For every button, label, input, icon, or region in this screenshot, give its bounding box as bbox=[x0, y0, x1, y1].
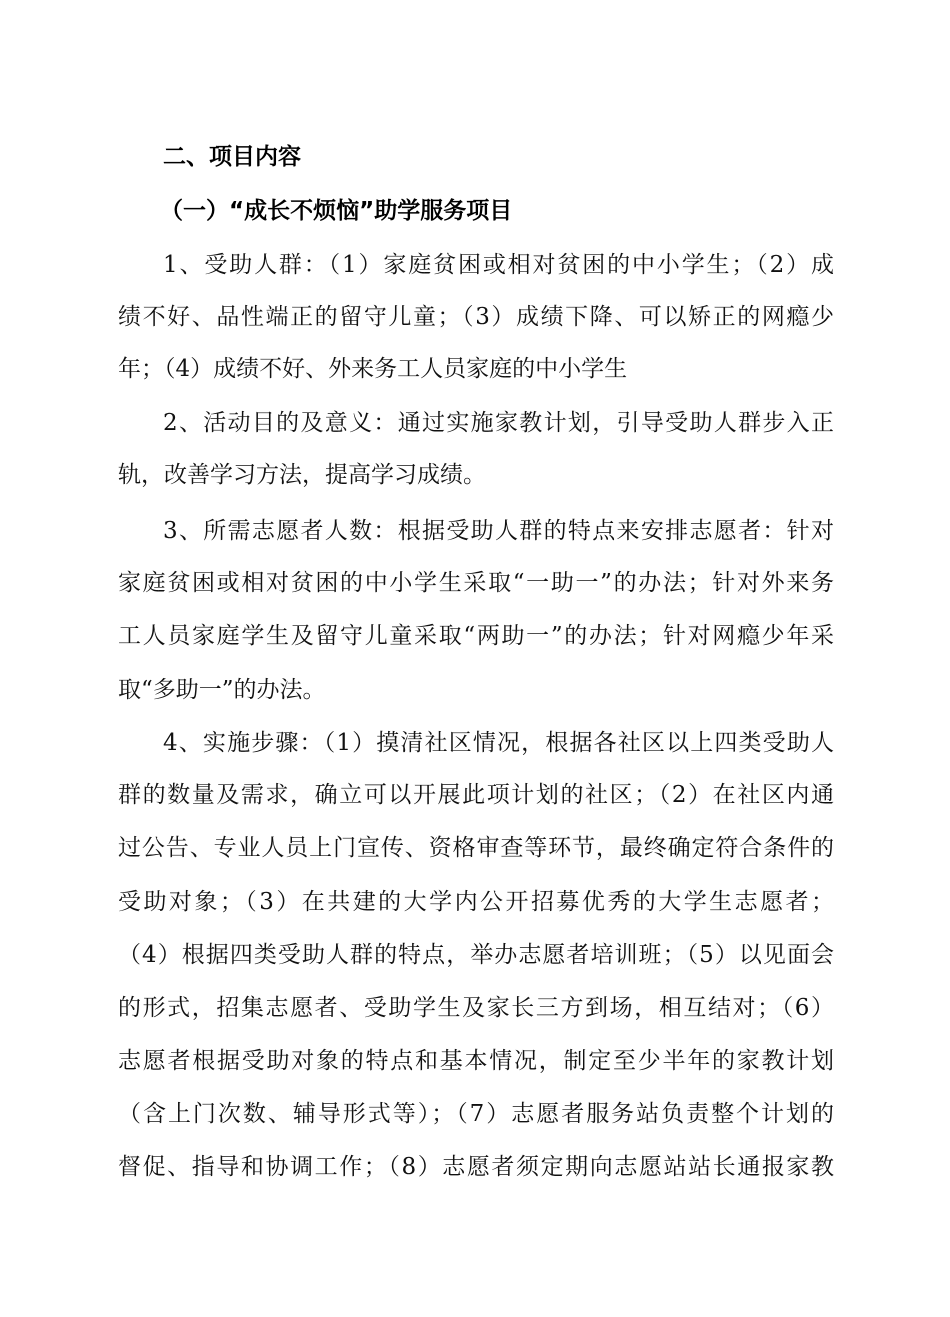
section-title: 二、项目内容 bbox=[163, 144, 301, 170]
paragraph-line: 2、活动目的及意义：通过实施家教计划，引导受助人群步入正 bbox=[163, 410, 834, 436]
paragraph-line: 督促、指导和协调工作；（8）志愿者须定期向志愿站站长通报家教 bbox=[118, 1154, 834, 1180]
paragraph-line: 受助对象；（3）在共建的大学内公开招募优秀的大学生志愿者； bbox=[118, 889, 834, 915]
paragraph-line: 群的数量及需求，确立可以开展此项计划的社区；（2）在社区内通 bbox=[118, 782, 834, 808]
paragraph-line: 志愿者根据受助对象的特点和基本情况，制定至少半年的家教计划 bbox=[118, 1048, 834, 1074]
paragraph-line: 3、所需志愿者人数：根据受助人群的特点来安排志愿者：针对 bbox=[163, 518, 834, 544]
paragraph-line: 取“多助一”的办法。 bbox=[118, 677, 326, 703]
paragraph-line: 年；（4）成绩不好、外来务工人员家庭的中小学生 bbox=[118, 356, 628, 382]
paragraph-line: 1、受助人群：（1）家庭贫困或相对贫困的中小学生；（2）成 bbox=[163, 252, 834, 278]
paragraph-line: （含上门次数、辅导形式等）；（7）志愿者服务站负责整个计划的 bbox=[118, 1101, 834, 1127]
paragraph-line: 家庭贫困或相对贫困的中小学生采取“一助一”的办法；针对外来务 bbox=[118, 570, 834, 596]
paragraph-line: 轨，改善学习方法，提高学习成绩。 bbox=[118, 462, 486, 488]
paragraph-line: （4）根据四类受助人群的特点，举办志愿者培训班；（5）以见面会 bbox=[118, 942, 834, 968]
paragraph-line: 过公告、专业人员上门宣传、资格审查等环节，最终确定符合条件的 bbox=[118, 835, 834, 861]
paragraph-line: 4、实施步骤：（1）摸清社区情况，根据各社区以上四类受助人 bbox=[163, 730, 834, 756]
paragraph-line: 的形式，招集志愿者、受助学生及家长三方到场，相互结对；（6） bbox=[118, 995, 834, 1021]
paragraph-line: 工人员家庭学生及留守儿童采取“两助一”的办法；针对网瘾少年采 bbox=[118, 623, 834, 649]
subsection-title: （一）“成长不烦恼”助学服务项目 bbox=[160, 198, 513, 224]
paragraph-line: 绩不好、品性端正的留守儿童；（3）成绩下降、可以矫正的网瘾少 bbox=[118, 304, 834, 330]
